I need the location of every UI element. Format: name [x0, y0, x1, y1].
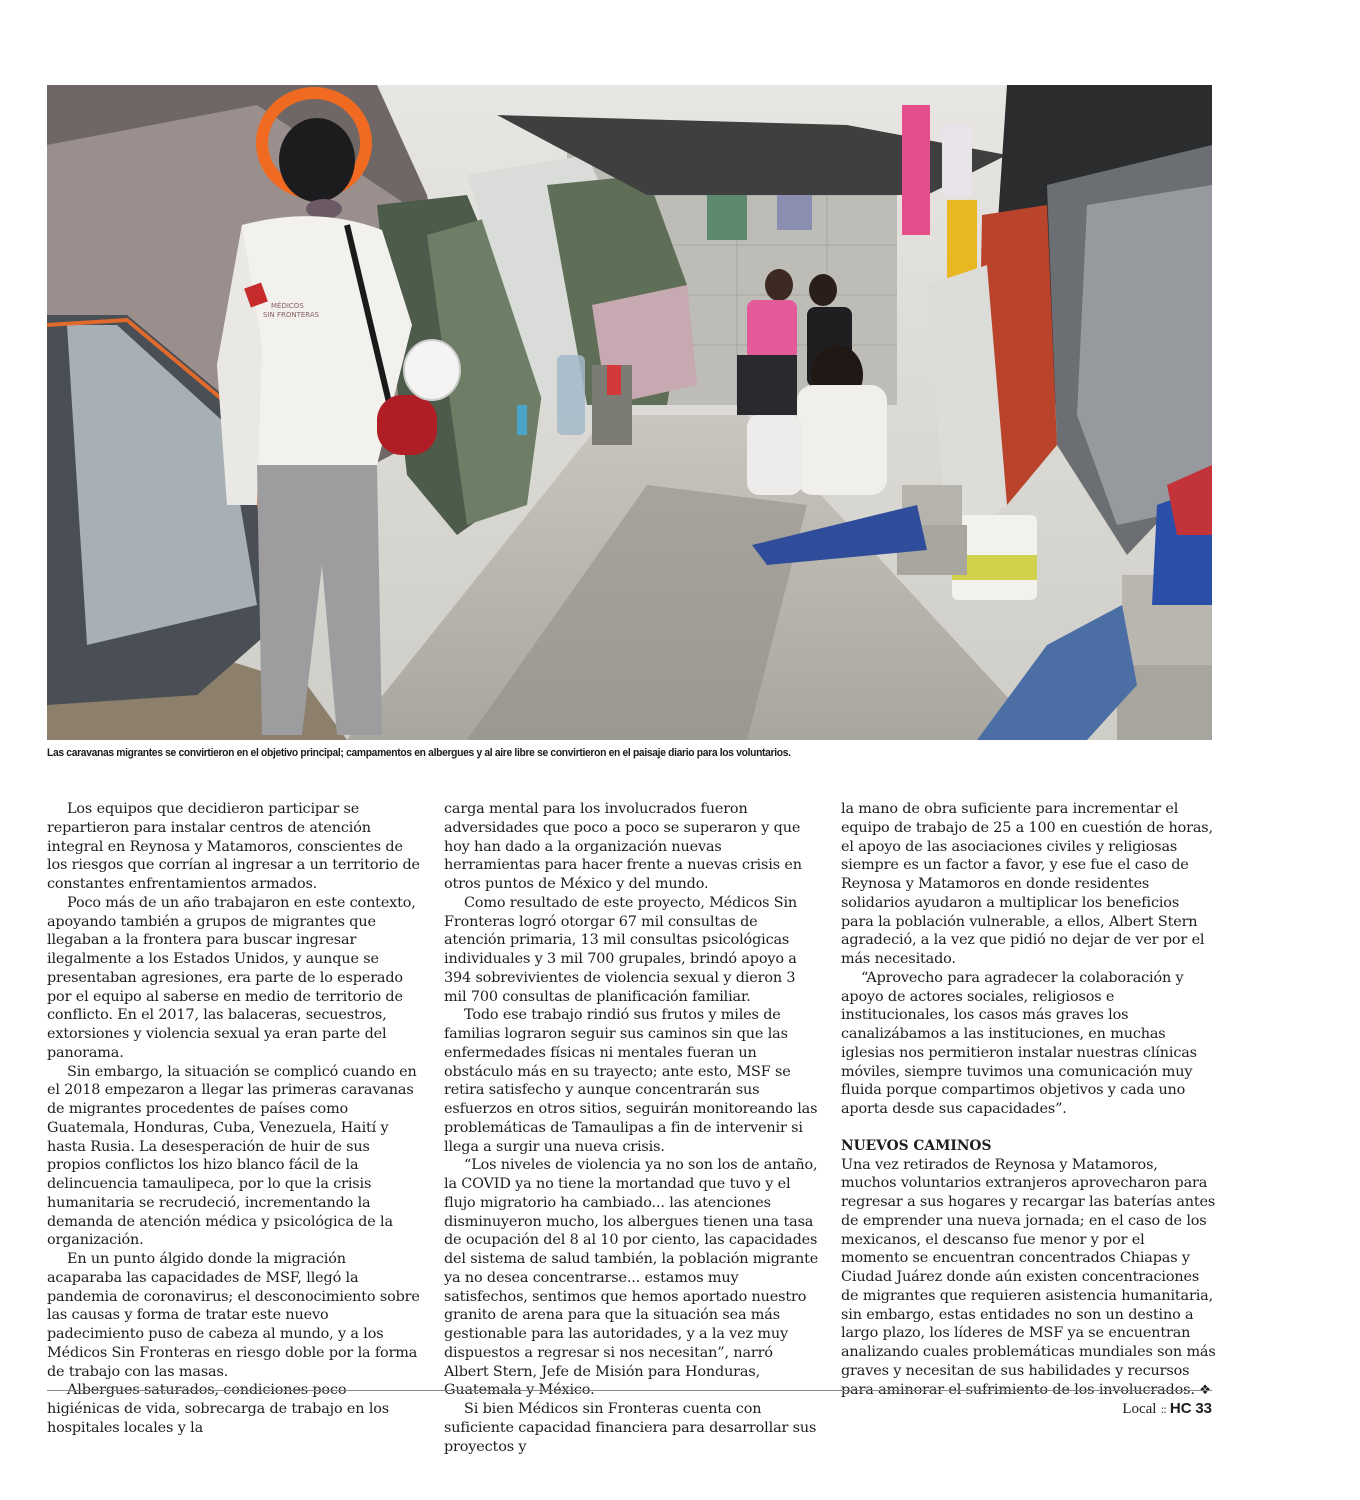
section-subhead: NUEVOS CAMINOS	[841, 1137, 992, 1154]
photo-tent-camp-image	[47, 85, 1212, 740]
paragraph: Los equipos que decidieron participar se repartieron para instalar centros de atención integral en Reynosa y Matamoros, conscientes de los riesgos que corrían al ingresar a un territorio de constantes enfrentamientos armados.	[47, 801, 420, 892]
paragraph: Poco más de un año trabajaron en este contexto, apoyando también a grupos de migrantes que llegaban a la frontera para buscar ingresar ilegalmente a los Estados Unidos, y aunque se presentaban agresiones, era parte de lo esperado por el equipo al saberse en medio de territorio de conflicto. En el 2017, las balaceras, secuestros, extorsiones y violencia sexual ya eran parte del panorama.	[47, 894, 416, 1061]
paragraph: Si bien Médicos sin Fronteras cuenta con suficiente capacidad financiera para desarrollar sus proyectos y	[444, 1401, 817, 1455]
article-column-3	[841, 800, 1216, 1400]
footer-separator-icon: ::	[1160, 1403, 1166, 1416]
paragraph: la mano de obra suficiente para incrementar el equipo de trabajo de 25 a 100 en cuestión de horas, el apoyo de las asociaciones civiles y religiosas siempre es un factor a favor, y ese fue el caso de Reynosa y Matamoros en donde residentes solidarios ayudaron a multiplicar los beneficios para la población vulnerable, a ellos, Albert Stern agradeció, a la vez que pidió no dejar de ver por el más necesitado.	[841, 801, 1213, 967]
paragraph-text: Una vez retirados de Reynosa y Matamoros, muchos voluntarios extranjeros aprovecharon para regresar a sus hogares y recargar las baterías antes de emprender una nueva jornada; en el caso de los mexicanos, el descanso fue menor y por el momento se encuentran concentrados Chiapas y Ciudad Juárez donde aún existen concentraciones de migrantes que requieren asistencia humanitaria, sin embargo, estas entidades no son un destino a largo plazo, los líderes de MSF ya se encuentran analizando cuales problemáticas mundiales son más graves y necesitan de sus habilidades y recursos para aminorar el sufrimiento de los involucrados.	[841, 1156, 1216, 1398]
paragraph: En un punto álgido donde la migración acaparaba las capacidades de MSF, llegó la pandemia de coronavirus; el desconocimiento sobre las causas y forma de tratar este nuevo padecimiento puso de cabeza al mundo, y a los Médicos Sin Fronteras en riesgo doble por la forma de trabajo con las masas.	[47, 1251, 420, 1380]
article-column-1	[47, 800, 422, 1438]
section-name: Local	[1122, 1401, 1157, 1417]
paragraph: Como resultado de este proyecto, Médicos Sin Fronteras logró otorgar 67 mil consultas de atención primaria, 13 mil consultas psicológicas individuales y 3 mil 700 grupales, brindó apoyo a 394 sobrevivientes de violencia sexual y dieron 3 mil 700 consultas de planificación familiar.	[444, 894, 798, 1005]
svg-text:MÉDICOS: MÉDICOS	[271, 302, 304, 310]
paragraph: carga mental para los involucrados fueron adversidades que poco a poco se superaron y que hoy han dado a la organización nuevas herramientas para hacer frente a nuevas crisis en otros puntos de México y del mundo.	[444, 801, 802, 892]
paragraph: Albergues saturados, condiciones poco higiénicas de vida, sobrecarga de trabajo en los hospitales locales y la	[47, 1382, 390, 1436]
svg-text:SIN FRONTERAS: SIN FRONTERAS	[263, 311, 320, 319]
paragraph	[841, 1156, 1216, 1401]
paragraph: “Los niveles de violencia ya no son los de antaño, la COVID ya no tiene la mortandad que tuvo y el flujo migratorio ha cambiado... las atenciones disminuyeron mucho, los albergues tienen una tasa de ocupación del 8 al 10 por ciento, las capacidades del sistema de salud también, la población migrante ya no desea concentrarse... estamos muy satisfechos, sentimos que hemos aportado nuestro granito de arena para que la situación sea más gestionable para las autoridades, y a la vez muy dispuestos a regresar si nos necesitan”, narró Albert Stern, Jefe de Misión para Honduras, Guatemala y México.	[444, 1157, 819, 1399]
article-column-2	[444, 800, 819, 1456]
end-mark-icon: ❖	[1199, 1382, 1211, 1398]
paragraph: “Aprovecho para agradecer la colaboración y apoyo de actores sociales, religiosos e institucionales, los casos más graves los canalizábamos a las instituciones, en muchas iglesias nos permitieron instalar nuestras clínicas móviles, siempre tuvimos una comunicación muy fluida porque compartimos objetivos y cada uno aporta desde sus capacidades”.	[841, 969, 1197, 1117]
paragraph: Sin embargo, la situación se complicó cuando en el 2018 empezaron a llegar las primeras caravanas de migrantes procedentes de países como Guatemala, Honduras, Cuba, Venezuela, Haití y hasta Rusia. La desesperación de huir de sus propios conflictos los hizo blanco fácil de la delincuencia tamaulipeca, por lo que la crisis humanitaria se recrudeció, incrementando la demanda de atención médica y psicológica de la organización.	[47, 1063, 417, 1249]
paragraph: Todo ese trabajo rindió sus frutos y miles de familias lograron seguir sus caminos sin que las enfermedades físicas ni mentales fueran un obstáculo más en su trayecto; ante esto, MSF se retira satisfecho y aunque concentrarán sus esfuerzos en otros sitios, seguirán monitoreando las problemáticas de Tamaulipas a fin de intervenir si llega a surgir una nueva crisis.	[444, 1007, 818, 1155]
page-footer	[1122, 1400, 1212, 1418]
footer-rule	[47, 1390, 1212, 1391]
page-number: 33	[1195, 1400, 1212, 1417]
article-photo	[47, 85, 1212, 740]
publication-name: HC	[1169, 1400, 1192, 1417]
photo-caption: Las caravanas migrantes se convirtieron en el objetivo principal; campamentos en albergues y al aire libre se convirtieron en el paisaje diario para los voluntarios.	[47, 747, 791, 759]
